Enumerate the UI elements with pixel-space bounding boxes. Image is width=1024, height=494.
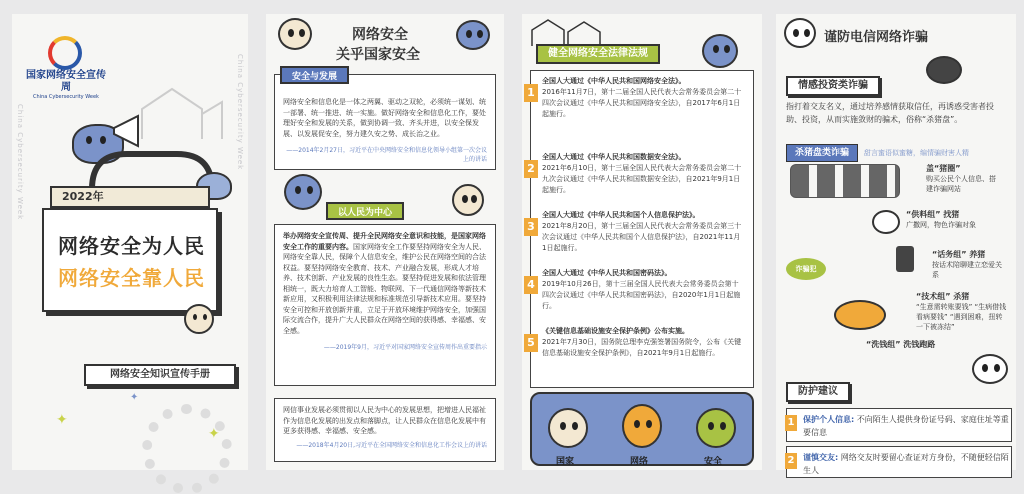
- page-title: 网络安全: [352, 27, 408, 43]
- law-title: 全国人大通过《中华人民共和国密码法》。: [542, 269, 672, 277]
- fraud-subtitle: 情感投资类诈骗: [786, 76, 880, 96]
- section-1-source: ——2014年2月27日，习近平在中央网络安全和信息化领导小组第一次会议上的讲话: [286, 147, 487, 163]
- pig-pill: 杀猪盘类诈骗: [786, 144, 858, 162]
- law-item: [527, 210, 742, 254]
- law-body: 2021年8月20日，第十三届全国人民代表大会常务委员会第三十次会议通过《中华人民共和国个人信息保护法》，自2021年11月1日起施行。: [542, 222, 742, 252]
- laws-panel: [522, 14, 762, 470]
- watermark-left: China Cybersecurity Week: [16, 104, 24, 221]
- pig-row: [786, 140, 969, 158]
- law-item: [527, 326, 742, 359]
- cover-panel: [12, 14, 248, 470]
- step-4-title: “技术组” 杀猪: [916, 292, 970, 301]
- cartoon-face-icon: [696, 408, 736, 448]
- law-number: 3: [524, 218, 538, 236]
- fraud-title: 谨防电信网络诈骗: [824, 30, 929, 45]
- slogan-card: [42, 208, 218, 312]
- cartoon-face-icon: [784, 18, 816, 48]
- section-card-3: [274, 398, 496, 462]
- law-number: 5: [524, 334, 538, 352]
- cartoon-face-icon: [622, 404, 662, 448]
- protection-text: 不向陌生人提供身份证号码、家庭住址等重要信息: [803, 415, 1009, 437]
- protection-text: 网络交友时要留心查证对方身份，不随便轻信陌生人: [803, 453, 1009, 475]
- masked-thief-icon: [926, 56, 962, 84]
- handbook-label: 网络安全知识宣传手册: [84, 364, 236, 386]
- megaphone-icon: [112, 114, 152, 148]
- step-3-title: “话务组” 养猪: [932, 250, 986, 259]
- law-body: 2021年7月30日，国务院总理李克强签署国务院令，公布《关键信息基础设施安全保护条例》，自2021年9月1日起施行。: [542, 338, 742, 357]
- sparkle-icon: ✦: [208, 426, 220, 442]
- logo-ring-icon: [48, 36, 82, 70]
- step-4-desc: “生意需转账要钱” “生病借钱看病要钱” “遇到困难，扭转一下被冻结”: [916, 303, 1007, 331]
- year-tab: 2022年: [50, 186, 210, 208]
- step-5-title: “洗钱组” 洗钱跑路: [866, 340, 936, 349]
- section-1-title: 安全与发展: [280, 66, 349, 84]
- mascot-banner: [530, 392, 754, 466]
- section-2-title: 以人民为中心: [326, 202, 404, 220]
- law-body: 2016年11月7日，第十二届全国人民代表大会常务委员会第二十四次会议通过《中华人民共和国网络安全法》，自2017年6月1日起施行。: [542, 88, 742, 118]
- cartoon-face-icon: [452, 184, 484, 216]
- law-number: 4: [524, 276, 538, 294]
- section-card-1: [274, 74, 496, 170]
- section-3-text: 网信事业发展必须贯彻以人民为中心的发展思想，把增进人民福祉作为信息化发展的出发点和落脚点，让人民群众在信息化发展中有更多获得感、幸福感、安全感。: [283, 406, 486, 435]
- protection-highlight: 保护个人信息:: [803, 415, 855, 424]
- cartoon-face-icon: [456, 20, 490, 50]
- protection-number: 2: [785, 453, 797, 469]
- banner-label-security: 安全: [704, 457, 723, 467]
- cartoon-face-icon: [548, 408, 588, 448]
- section-1-text: 网络安全和信息化是一体之两翼、驱动之双轮，必须统一谋划、统一部署、统一推进、统一实施。做好网络安全和信息化工作，要处理好安全和发展的关系，做到协调一致、齐头并进，以安全保发展、以发展促安全，努力建久安之势、成长治之业。: [283, 98, 486, 138]
- section-card-2: [274, 224, 496, 386]
- protection-item: [786, 446, 1012, 478]
- protection-title: 防护建议: [786, 382, 850, 402]
- week-logo: [26, 36, 106, 100]
- page-subtitle: 关乎国家安全: [336, 47, 420, 63]
- step-1-desc: 购买公民个人信息、搭建诈骗网站: [926, 175, 996, 193]
- law-number: 1: [524, 84, 538, 102]
- slogan-line-2: 网络安全靠人民: [58, 266, 205, 290]
- gear-icon: [142, 404, 232, 494]
- law-number: 2: [524, 160, 538, 178]
- law-item: [527, 152, 742, 196]
- phone-icon: [896, 246, 914, 272]
- step-2-title: “供料组” 找猪: [906, 210, 960, 219]
- cartoon-face-icon: [702, 34, 738, 68]
- law-title: 全国人大通过《中华人民共和国个人信息保护法》。: [542, 211, 700, 219]
- section-2-source: ——2019年9月，习近平对国家网络安全宣传周作出重要指示: [323, 344, 487, 351]
- fraud-description: 指打着交友名义，通过培养感情获取信任，再诱惑受害者投助、投资，从而实施敛财的骗术，俗称“杀猪盘”。: [786, 102, 994, 124]
- law-title: 全国人大通过《中华人民共和国网络安全法》。: [542, 77, 686, 85]
- law-title: 《关键信息基础设施安全保护条例》公布实施。: [542, 327, 689, 335]
- protection-highlight: 谨慎交友:: [803, 453, 839, 462]
- step-4: [916, 292, 1008, 332]
- fraudster-tag: 诈骗犯: [786, 258, 826, 280]
- section-2-body: 国家网络安全工作要坚持网络安全为人民、网络安全靠人民，保障个人信息安全，维护公民在网络空间的合法权益。要坚持网络安全教育、技术、产业融合发展，形成人才培养、技术创新、产业发展的良性生态。要坚持促进发展和依法管理相统一，既大力培育人工智能、物联网、下一代通信网络等新技术新应用，又积极利用法律法规和标准规范引导新技术应用。要坚持安全可控和开放创新并重，立足于开放环境维护网络安全，加强国际交流合作，提升广大人民群众在网络空间的获得感、幸福感、安全感。: [283, 242, 486, 335]
- section-2-lead: 举办网络安全宣传周、提升全民网络安全意识和技能，是国家网络安全工作的重要内容。: [283, 232, 486, 251]
- pig-pen-icon: [790, 164, 900, 198]
- step-2: [906, 210, 976, 230]
- pig-note: 甜言蜜语似蜜糖，编情骗财害人精: [864, 149, 970, 157]
- banner-label-country: 国家: [556, 457, 575, 467]
- step-1: [926, 164, 996, 194]
- section-2-text: [283, 231, 487, 336]
- step-5: [866, 340, 966, 350]
- section-3-source: ——2018年4月20日,习近平在全国网络安全和信息化工作会议上的讲话: [296, 441, 487, 449]
- cartoon-face-icon: [284, 174, 322, 210]
- law-item: [527, 268, 742, 312]
- fraud-panel: [776, 14, 1016, 475]
- sparkle-icon: ✦: [56, 412, 68, 428]
- watermark-right: China Cybersecurity Week: [236, 54, 244, 171]
- laws-title: 健全网络安全法律法规: [536, 44, 660, 64]
- cartoon-face-icon: [972, 354, 1008, 384]
- slogan-line-1: 网络安全为人民: [58, 234, 205, 258]
- law-title: 全国人大通过《中华人民共和国数据安全法》。: [542, 153, 686, 161]
- protection-item: [786, 408, 1012, 442]
- step-3: [932, 250, 1002, 280]
- logo-en: China Cybersecurity Week: [33, 94, 99, 100]
- banner-label-network: 网络: [630, 457, 649, 467]
- protection-number: 1: [785, 415, 797, 431]
- cartoon-face-icon: [278, 18, 312, 50]
- step-1-title: 盖“猪圈”: [926, 164, 961, 173]
- step-2-desc: 广撒网，物色诈骗对象: [906, 221, 976, 229]
- round-mascot-icon: [184, 304, 214, 334]
- pig-icon: [834, 300, 886, 330]
- law-body: 2021年6月10日，第十三届全国人民代表大会常务委员会第二十九次会议通过《中华人民共和国数据安全法》，自2021年9月1日起施行。: [542, 164, 742, 194]
- logo-cn: 国家网络安全宣传周: [26, 70, 106, 93]
- security-panel: [266, 14, 504, 470]
- law-body: 2019年10月26日，第十三届全国人民代表大会常务委员会第十四次会议通过《中华人民共和国密码法》，自2020年1月1日起施行。: [542, 280, 741, 310]
- step-3-desc: 按话术陪聊建立恋爱关系: [932, 261, 1002, 279]
- pig-icon: [872, 210, 900, 234]
- law-item: [527, 76, 742, 120]
- sparkle-icon: ✦: [130, 392, 139, 403]
